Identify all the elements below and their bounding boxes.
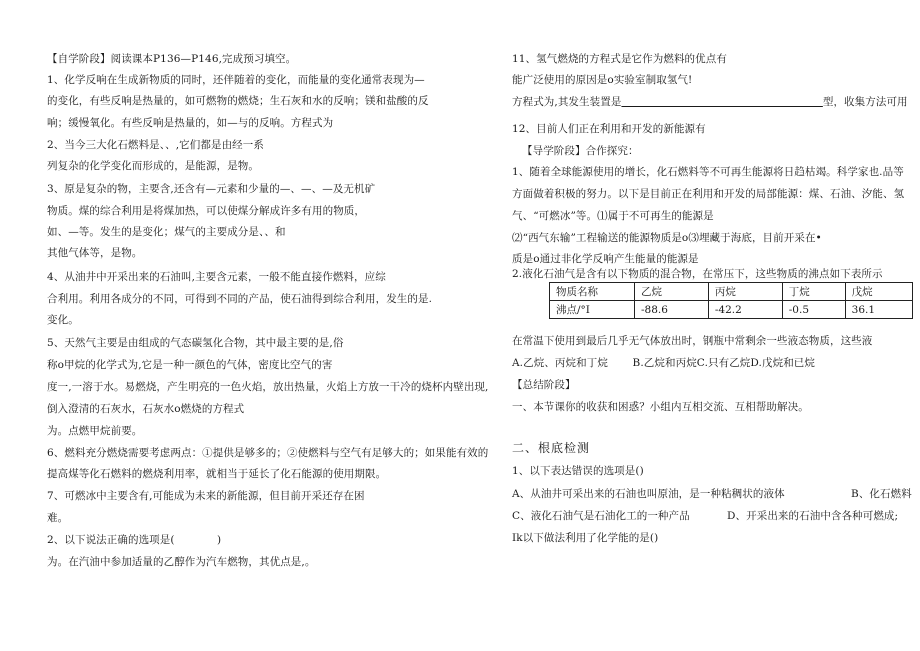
- summary-heading: 【总结阶段】: [512, 379, 576, 391]
- text-line: 4、从油井中开采出来的石油叫,主要含元素，一般不能直接作燃料，应综: [47, 271, 386, 283]
- table-header-cell: 乙烷: [635, 283, 709, 301]
- table-cell: -42.2: [708, 301, 782, 319]
- table-row: [550, 301, 913, 319]
- text-line: 为。在汽油中参加适量的乙醇作为汽车燃物，其优点是,。: [47, 556, 316, 568]
- text-line: 质是o通过非化学反响产生能量的能源是: [512, 253, 699, 265]
- text-line: 度一,一溶于水。易燃烧，产生明亮的一色火焰，放出热量，火焰上方放一干冷的烧杯内壁出现,: [47, 381, 489, 393]
- table-cell: 沸点/°I: [550, 301, 635, 319]
- text-line: 在常温下使用到最后几乎无气体放出时，钢瓶中常剩余一些液态物质，这些液: [512, 335, 873, 347]
- option-b: B、化石燃料: [851, 488, 912, 500]
- text-line: 难。: [47, 512, 69, 524]
- text-line: 提高煤等化石燃料的燃烧利用率，就相当于延长了化石能源的使用期限。: [47, 468, 387, 480]
- text-line: 3、原是复杂的物，主要含,还含有—元素和少量的—、—、—及无机矿: [47, 183, 376, 195]
- text-line: 变化。: [47, 314, 79, 326]
- table-header-cell: 丙烷: [708, 283, 782, 301]
- table-header-cell: 戊烷: [845, 283, 912, 301]
- self-study-heading: 【自学阶段】阅读课本P136—P146,完成预习填空。: [47, 53, 297, 65]
- table-header-cell: 丁烷: [782, 283, 845, 301]
- table-header-row: [550, 283, 913, 301]
- text-line: 物质。煤的综合利用是将煤加热，可以使煤分解成许多有用的物质，: [47, 205, 365, 217]
- text-line: 其他气体等，是物。: [47, 247, 143, 259]
- text-line: 合利用。利用各成分的不同，可得到不同的产品，使石油得到综合利用，发生的是.: [47, 293, 433, 305]
- text-line: 一、本节课你的收获和困惑？小组内互相交流、互相帮助解决。: [512, 401, 809, 413]
- section-heading: 二、根底检测: [512, 441, 591, 455]
- text-line: 2、当今三大化石燃料是、、,它们都是由经一系: [47, 139, 264, 151]
- text-line: [512, 95, 908, 109]
- boiling-point-table: [549, 282, 913, 319]
- text-line: 为。点燃甲烷前要。: [47, 425, 143, 437]
- text-fragment: 型，收集方法可用: [822, 96, 908, 108]
- text-line: 12、目前人们正在利用和开发的新能源有: [512, 123, 706, 135]
- text-line: 方面做着积极的努力。以下是目前正在利用和开发的局部能源：煤、石油、汐能、氢: [512, 188, 905, 200]
- text-line: 的变化，有些反响是热量的，如可燃物的燃烧；生石灰和水的反响；镁和盐酸的反: [47, 95, 429, 107]
- text-line: 气、“可燃冰”等。⑴属于不可再生的能源是: [512, 210, 714, 222]
- text-line: ⑵“西气东输”工程输送的能源物质是o⑶埋藏于海底，目前开采在•: [512, 232, 822, 244]
- text-line: 倒入澄清的石灰水，石灰水o燃烧的方程式: [47, 403, 245, 415]
- table-cell: -0.5: [782, 301, 845, 319]
- text-line: 响；缓慢氧化。有些反响是热量的，如—与的反响。方程式为: [47, 117, 334, 129]
- text-line: 7、可燃冰中主要含有,可能成为未来的新能源，但目前开采还存在困: [47, 490, 365, 502]
- text-line: 称o甲烷的化学式为,它是一种一颜色的气体，密度比空气的害: [47, 359, 333, 371]
- text-line: 6、燃料充分燃烧需要考虑两点：①提供是够多的；②使燃料与空气有足够大的；如果能有效的: [47, 447, 489, 459]
- table-cell: -88.6: [635, 301, 709, 319]
- question-line: Ik以下做法利用了化学能的是(): [512, 532, 659, 544]
- text-line: 5、天然气主要是由组成的气态碳氢化合物，其中最主要的是,俗: [47, 337, 344, 349]
- guided-study-heading: 【导学阶段】合作探究：: [522, 145, 639, 157]
- text-line: 能广泛使用的原因是o实验室制取氢气!: [512, 74, 693, 86]
- option-c: C、液化石油气是石油化工的一种产品: [512, 510, 690, 522]
- question-line: 1、以下表达错误的选项是(): [512, 465, 644, 477]
- option-d: D、开采出来的石油中含各种可燃成;: [727, 510, 899, 522]
- text-line: 2.液化石油气是含有以下物质的混合物，在常压下，这些物质的沸点如下表所示: [512, 268, 883, 280]
- table-cell: 36.1: [845, 301, 912, 319]
- text-line: 如、—等。发生的是变化；煤气的主要成分是、、和: [47, 226, 286, 238]
- text-fragment: 方程式为,其发生装置是: [512, 96, 622, 108]
- fill-blank: [621, 96, 822, 108]
- text-line: 列复杂的化学变化而形成的，是能源，是物。: [47, 160, 259, 172]
- answer-options: A.乙烷、丙烷和丁烷 B.乙烷和丙烷C.只有乙烷D.戊烷和已烷: [512, 357, 815, 369]
- option-a: A、从油井可采出来的石油也叫原油，是一种粘稠状的液体: [512, 488, 785, 500]
- table-header-cell: 物质名称: [550, 283, 635, 301]
- text-line: 1、化学反响在生成新物质的同时，还伴随着的变化，而能量的变化通常表现为—: [47, 74, 425, 86]
- question-line: 2、以下说法正确的选项是( ): [47, 534, 222, 546]
- text-line: 1、随着全球能源使用的增长，化石燃料等不可再生能源将日趋枯竭。科学家也.品等: [512, 166, 904, 178]
- text-line: 11、氢气燃烧的方程式是它作为燃料的优点有: [512, 53, 727, 65]
